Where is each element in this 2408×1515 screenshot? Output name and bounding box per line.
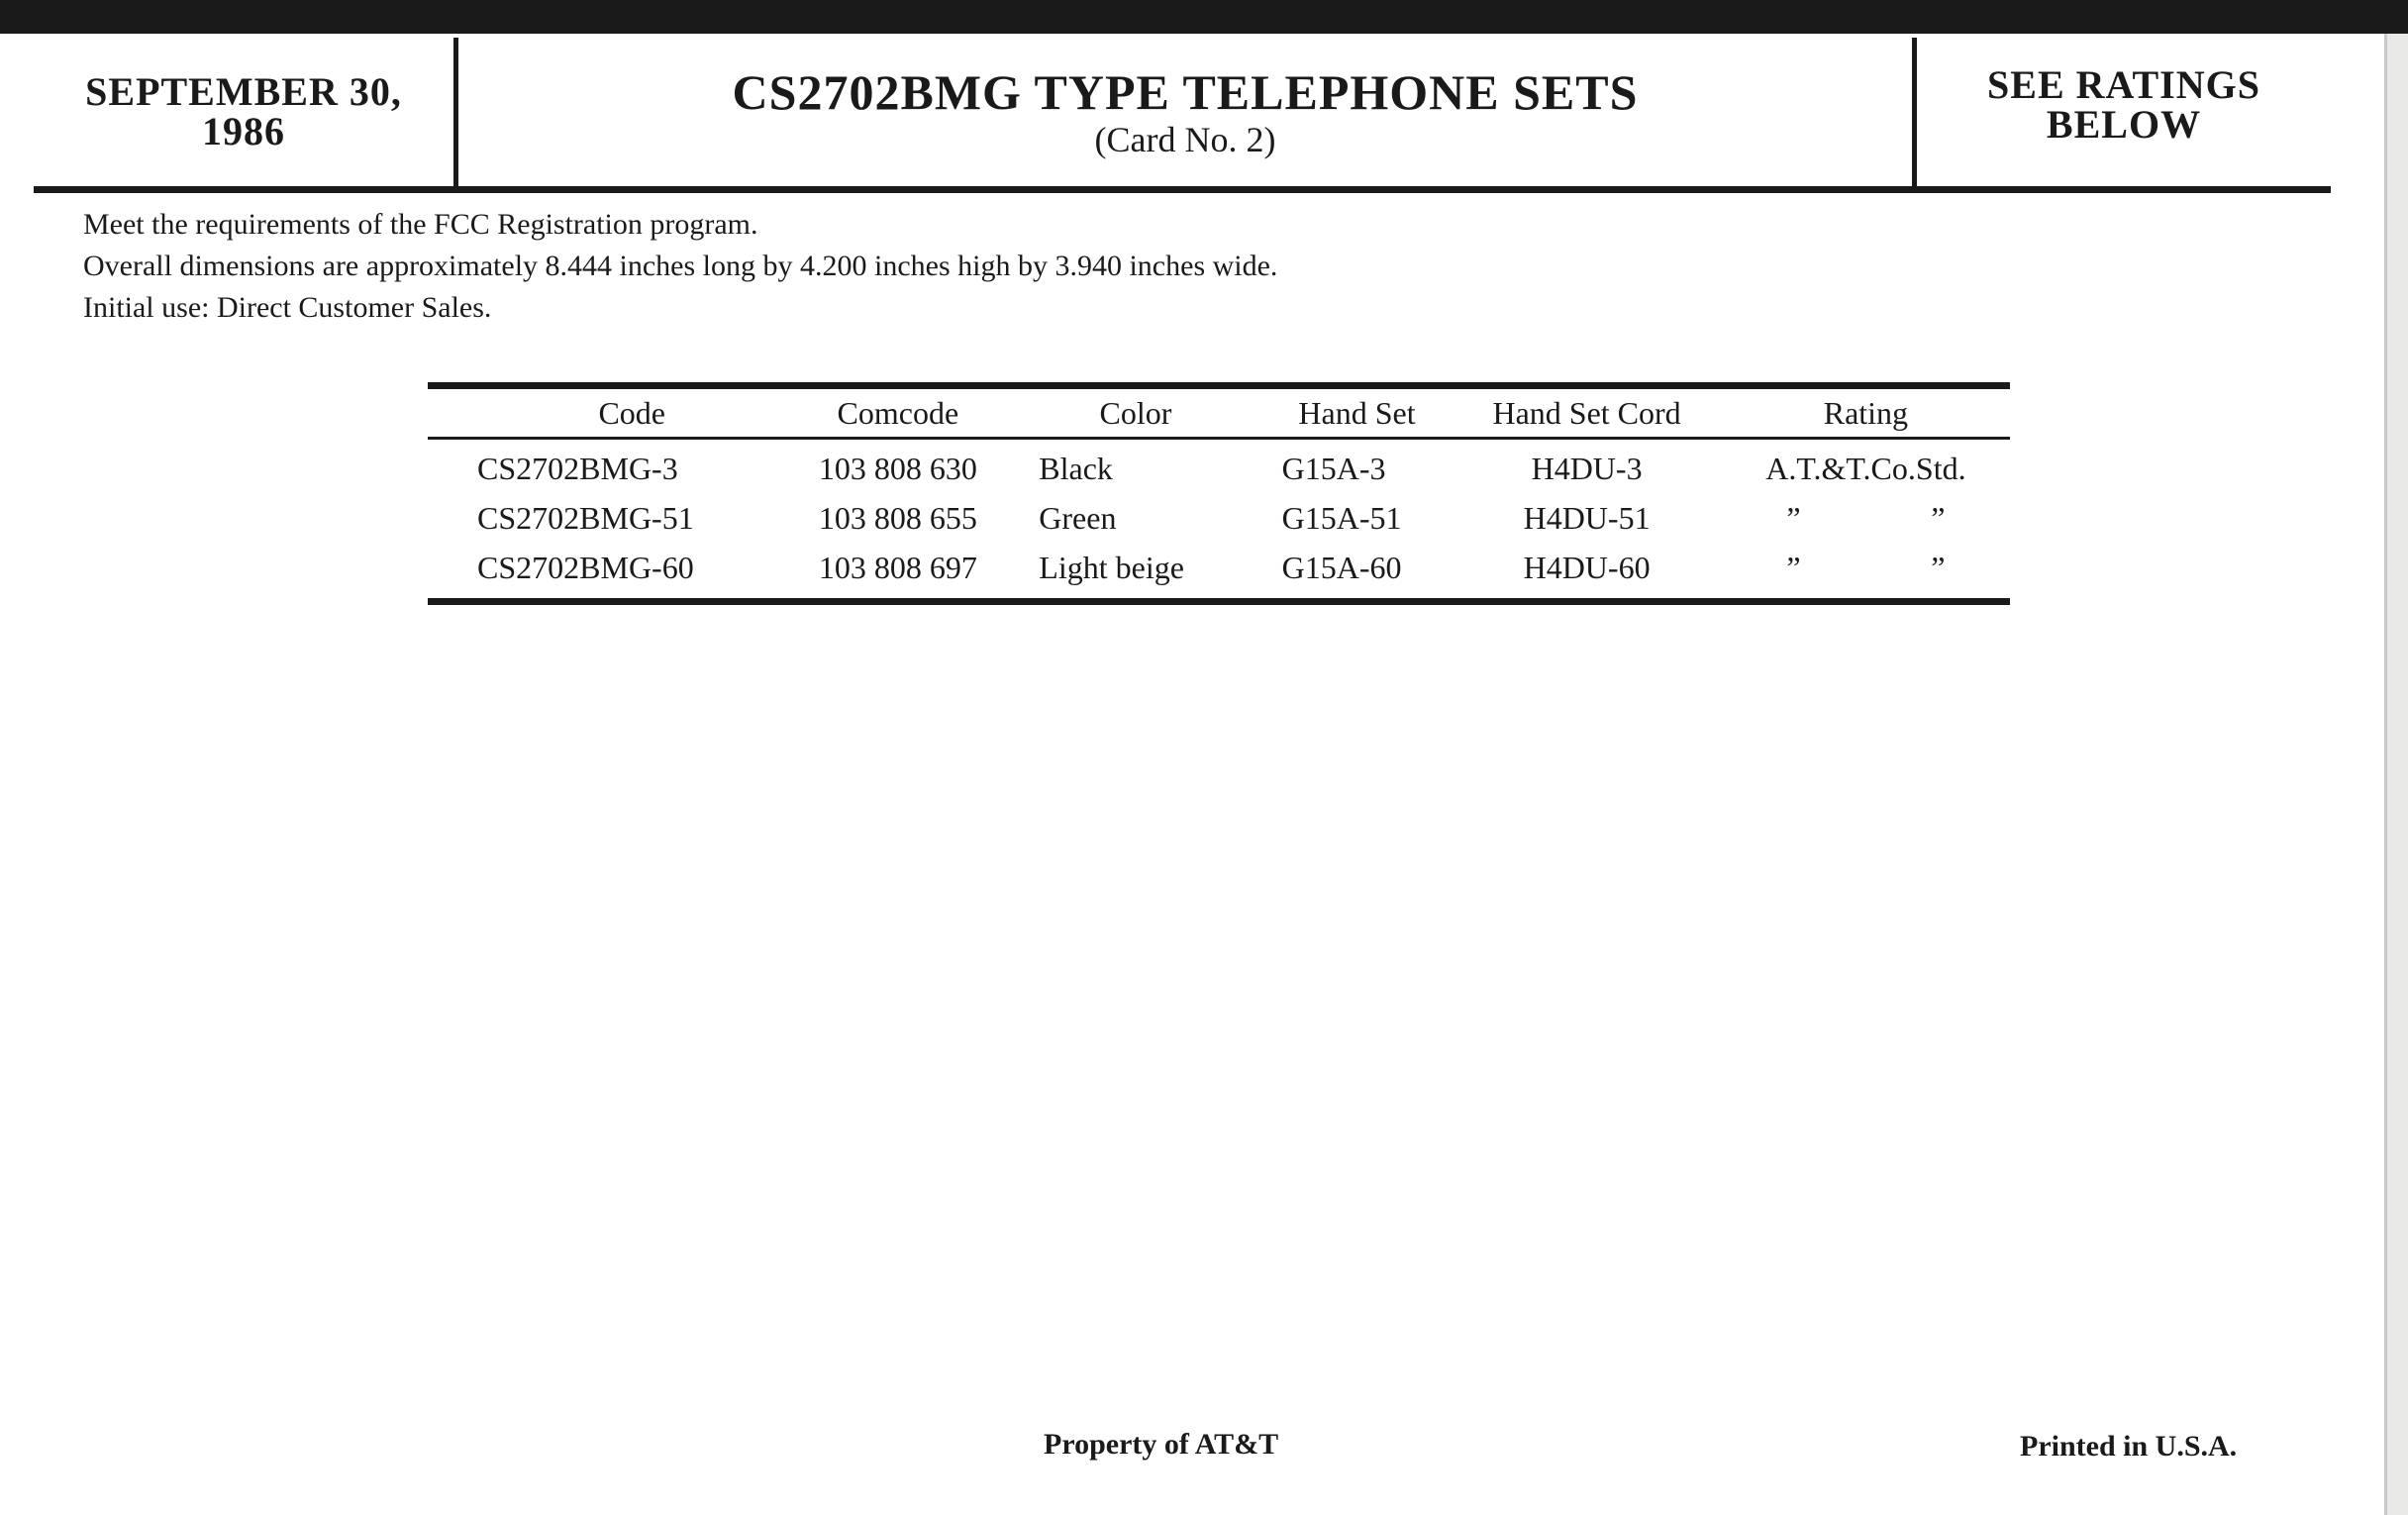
cell-rating xyxy=(1722,543,2010,602)
table-header-row xyxy=(428,386,2010,439)
note-initial-use: Initial use: Direct Customer Sales. xyxy=(83,291,492,324)
cell-hand-set: G15A-51 xyxy=(1281,499,1402,536)
cell-color: Light beige xyxy=(1039,549,1184,585)
cell-rating xyxy=(1722,493,2010,543)
issue-date-line2: 1986 xyxy=(202,109,285,153)
cell-color: Black xyxy=(1039,450,1113,486)
column-header-hand-set: Hand Set xyxy=(1262,386,1453,439)
cell-comcode: 103 808 630 xyxy=(818,450,977,486)
cell-hand-set-cord: H4DU-3 xyxy=(1531,450,1643,486)
card-subtitle: (Card No. 2) xyxy=(1094,120,1276,159)
ditto-mark-right: ” xyxy=(1931,499,1946,536)
cell-comcode: 103 808 655 xyxy=(818,499,977,536)
ratings-note-line1: SEE RATINGS xyxy=(1987,62,2260,107)
note-dimensions: Overall dimensions are approximately 8.444 inches long by 4.200 inches high by 3.940 inches wide. xyxy=(83,250,1278,282)
card-header xyxy=(34,38,2331,193)
column-header-code: Code xyxy=(428,386,786,439)
card-title-block xyxy=(458,38,1917,186)
column-header-hand-set-cord: Hand Set Cord xyxy=(1452,386,1721,439)
cell-hand-set: G15A-60 xyxy=(1281,549,1402,585)
cell-hand-set: G15A-3 xyxy=(1281,450,1386,486)
ditto-marks xyxy=(1786,500,1945,537)
telephone-sets-table xyxy=(428,382,2010,605)
issue-date-line1: SEPTEMBER 30, xyxy=(85,69,402,114)
cell-hand-set-cord: H4DU-60 xyxy=(1523,549,1651,585)
ditto-mark-left: ” xyxy=(1786,549,1801,585)
ditto-mark-right: ” xyxy=(1931,549,1946,585)
card-edge xyxy=(2384,34,2408,1515)
cell-code: CS2702BMG-51 xyxy=(477,499,694,536)
ditto-mark-left: ” xyxy=(1786,499,1801,536)
description-notes xyxy=(83,204,1277,329)
cell-rating: A.T.&T.Co.Std. xyxy=(1765,450,1966,486)
cell-comcode: 103 808 697 xyxy=(818,549,977,585)
card-title: CS2702BMG TYPE TELEPHONE SETS xyxy=(732,64,1639,120)
cell-code: CS2702BMG-60 xyxy=(477,549,694,585)
reference-card xyxy=(0,34,2384,1515)
column-header-color: Color xyxy=(1009,386,1261,439)
footer-printed: Printed in U.S.A. xyxy=(2020,1430,2238,1463)
cell-code: CS2702BMG-3 xyxy=(477,450,678,486)
footer-property: Property of AT&T xyxy=(1044,1428,1279,1461)
table-row xyxy=(428,543,2010,602)
ditto-marks xyxy=(1786,550,1945,586)
column-header-rating: Rating xyxy=(1722,386,2010,439)
cell-hand-set-cord: H4DU-51 xyxy=(1523,499,1651,536)
table-row xyxy=(428,493,2010,543)
cell-color: Green xyxy=(1039,499,1117,536)
column-header-comcode: Comcode xyxy=(786,386,1009,439)
ratings-note-line2: BELOW xyxy=(2046,102,2202,147)
note-fcc: Meet the requirements of the FCC Registration program. xyxy=(83,208,758,241)
issue-date xyxy=(34,38,458,186)
table-row xyxy=(428,439,2010,494)
ratings-note xyxy=(1917,38,2331,186)
